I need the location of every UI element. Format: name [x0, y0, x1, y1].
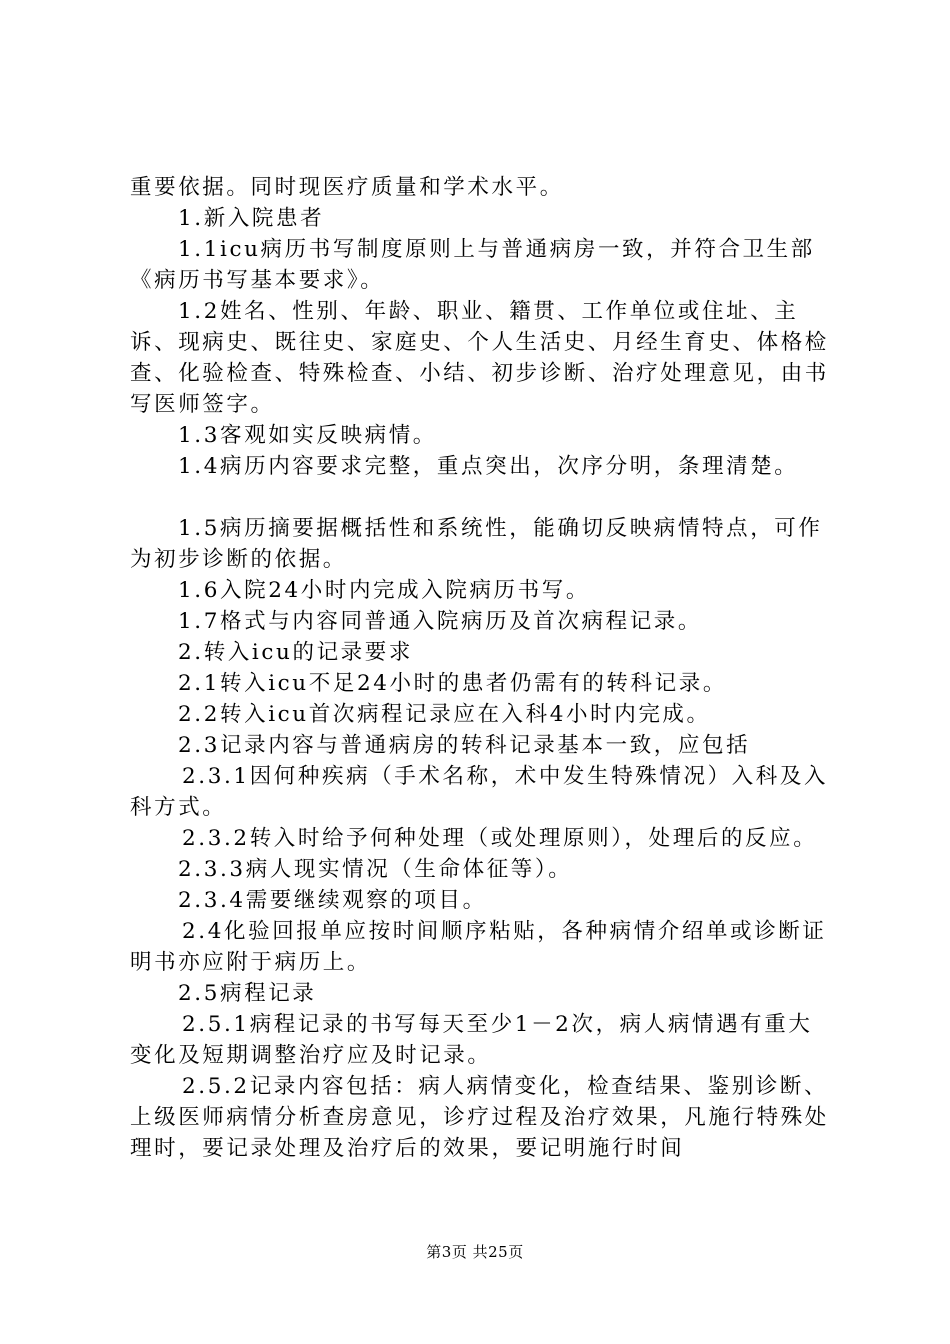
paragraph-2-3-2: 2.3.2转入时给予何种处理（或处理原则），处理后的反应。 [182, 826, 818, 851]
page-number-footer: 第3页 共25页 [426, 1243, 524, 1261]
paragraph-section-2-heading: 2.转入icu的记录要求 [178, 640, 413, 665]
paragraph-2-5: 2.5病程记录 [178, 981, 317, 1006]
paragraph-1-5: 1.5病历摘要据概括性和系统性，能确切反映病情特点，可作为初步诊断的依据。 [130, 516, 823, 572]
paragraph-2-3-3: 2.3.3病人现实情况（生命体征等）。 [178, 857, 573, 882]
document-body [130, 172, 830, 1164]
paragraph-1-1: 1.1icu病历书写制度原则上与普通病房一致，并符合卫生部《病历书写基本要求》。 [130, 237, 815, 293]
paragraph-2-3-1: 2.3.1因何种疾病（手术名称，术中发生特殊情况）入科及入科方式。 [130, 764, 829, 820]
paragraph-2-4: 2.4化验回报单应按时间顺序粘贴，各种病情介绍单或诊断证明书亦应附于病历上。 [130, 919, 827, 975]
paragraph-section-1-heading: 1.新入院患者 [178, 206, 325, 231]
paragraph-1-6: 1.6入院24小时内完成入院病历书写。 [178, 578, 590, 603]
paragraph-1-4: 1.4病历内容要求完整，重点突出，次序分明，条理清楚。 [178, 454, 799, 479]
paragraph-2-3: 2.3记录内容与普通病房的转科记录基本一致，应包括 [178, 733, 751, 758]
paragraph-1-2: 1.2姓名、性别、年龄、职业、籍贯、工作单位或住址、主诉、现病史、既往史、家庭史、个人生活史、月经生育史、体格检查、化验检查、特殊检查、小结、初步诊断、治疗处理意见，由书写医师签字。 [130, 299, 829, 417]
paragraph-1-7: 1.7格式与内容同普通入院病历及首次病程记录。 [178, 609, 702, 634]
paragraph-2-2: 2.2转入icu首次病程记录应在入科4小时内完成。 [178, 702, 711, 727]
paragraph-2-5-2: 2.5.2记录内容包括：病人病情变化，检查结果、鉴别诊断、上级医师病情分析查房意见，诊疗过程及治疗效果，凡施行特殊处理时，要记录处理及治疗后的效果，要记明施行时间 [130, 1074, 829, 1161]
paragraph-2-3-4: 2.3.4需要继续观察的项目。 [178, 888, 487, 913]
paragraph-1-3: 1.3客观如实反映病情。 [178, 423, 437, 448]
paragraph-2-1: 2.1转入icu不足24小时的患者仍需有的转科记录。 [178, 671, 727, 696]
paragraph-continuation: 重要依据。同时现医疗质量和学术水平。 [130, 175, 564, 200]
paragraph-2-5-1: 2.5.1病程记录的书写每天至少1－2次，病人病情遇有重大变化及短期调整治疗应及时记录。 [130, 1012, 813, 1068]
